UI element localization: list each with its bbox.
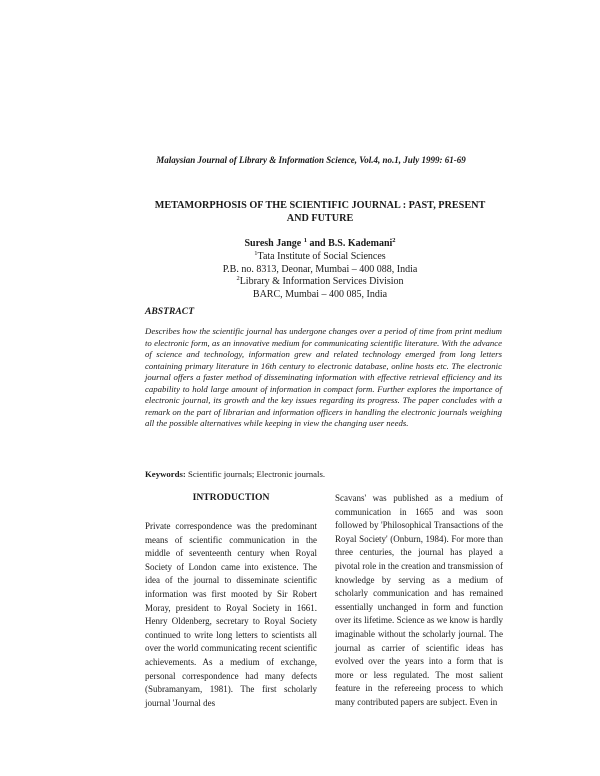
introduction-heading: INTRODUCTION [192,492,270,503]
affiliation-2-sup: 2 [236,275,240,283]
affiliation-2 [200,276,440,289]
keywords-text: Scientific journals; Electronic journals. [188,469,326,479]
body-column-left: Private correspondence was the predominant means of scientific communication in the middle of seventeenth century when Royal Society of London came into existence. The idea of the journal to disseminate scientific information was first mooted by Sir Robert Moray, president to Royal Society in 1661. Henry Oldenberg, secretary to Royal Society continued to write long letters to scientists all over the world communicating recent scientific achievements. As a medium of exchange, personal correspondence had many defects (Subramanyam, 1981). The first scholarly journal 'Journal des [145,521,317,708]
affiliation-1-sup: 1 [254,249,258,257]
abstract-heading: ABSTRACT [145,306,195,317]
journal-citation: Malaysian Journal of Library & Information Science, Vol.4, no.1, July 1999: 61-69 [156,155,466,165]
author-1: Suresh Jange [244,238,302,249]
author-2-sup: 2 [392,237,396,244]
abstract-text: Describes how the scientific journal has undergone changes over a period of time from print medium to electronic form, as an innovative medium for communicating scientific literature. With the advance of science and technology, information grew and related technology emerged from long letters containing primary literature in 16th century to electronic database, online hosts etc. The electronic journal offers a faster method of disseminating information with effective retrieval efficiency and its capability to hold large amount of information in compact form. Further explores the importance of electronic journal, its growth and the key issues regarding its progress. The paper concludes with a remark on the part of librarian and information officers in handling the electronic journals weighing all the possible alternatives while keeping in view the changing user needs. [145,326,502,428]
keywords [145,469,505,479]
affiliation-2-name: Library & Information Services Division [239,276,404,288]
title-line-1: METAMORPHOSIS OF THE SCIENTIFIC JOURNAL : PAST, PRESENT [154,200,486,211]
keywords-label: Keywords: [145,469,186,479]
affiliation-2-address: BARC, Mumbai – 400 085, India [252,289,388,301]
affiliation-1 [200,251,440,264]
title-line-2: AND FUTURE [286,213,354,224]
paper-title [140,199,500,225]
affiliation-1-name: Tata Institute of Social Sciences [257,250,386,262]
author-and: and [309,238,326,249]
author-block [200,238,440,302]
author-1-sup: 1 [303,237,307,244]
body-column-right: Scavans' was published as a medium of communication in 1665 and was soon followed by 'Philosophical Transactions of the Royal Society' (Onburn, 1984). For more than three centuries, the journal has played a pivotal role in the creation and transmission of knowledge by serving as a medium of scholarly communication and has remained essentially unchanged in form and function over its lifetime. Science as we know is hardly imaginable without the scholarly journal. The journal as carrier of scientific ideas has evolved over the years into a form that is more or less regulated. The most salient feature in the refereeing process to which many contributed papers are subject. Even in [335,493,503,707]
author-2: B.S. Kademani [328,238,393,249]
author-names [200,238,440,251]
affiliation-1-address: P.B. no. 8313, Deonar, Mumbai – 400 088, India [222,263,418,275]
